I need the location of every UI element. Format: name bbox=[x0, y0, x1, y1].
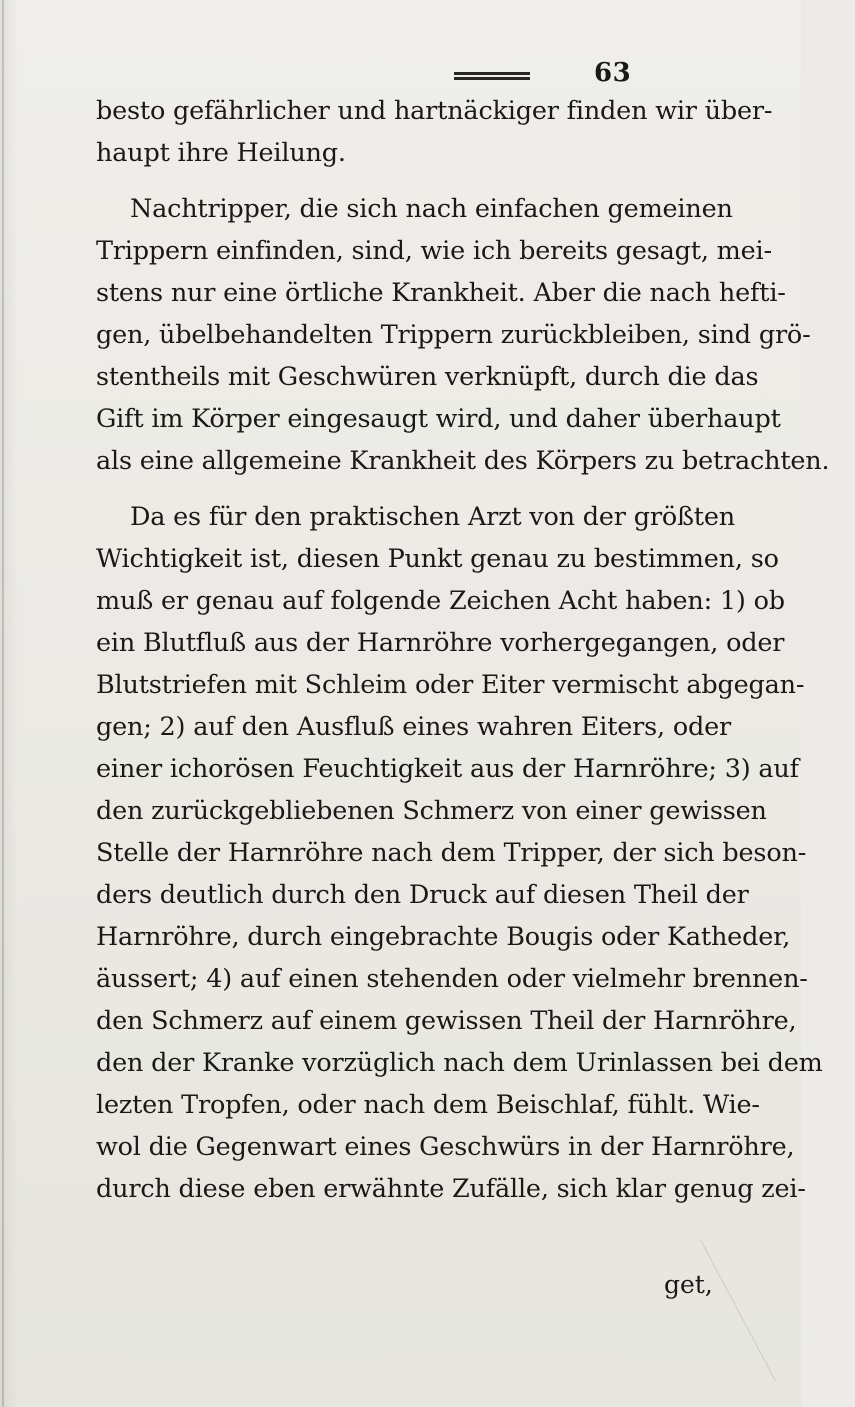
text-line: Wichtigkeit ist, diesen Punkt genau zu bestimmen, so bbox=[96, 544, 779, 574]
text-line: Trippern einfinden, sind, wie ich bereits gesagt, mei- bbox=[96, 236, 772, 266]
text-line: den Schmerz auf einem gewissen Theil der Harnröhre, bbox=[96, 1006, 797, 1036]
text-line: als eine allgemeine Krankheit des Körpers zu betrachten. bbox=[96, 446, 830, 476]
body-text bbox=[96, 90, 830, 1210]
text-line: gen, übelbehandelten Trippern zurückbleiben, sind grö- bbox=[96, 320, 811, 350]
paragraph bbox=[96, 496, 823, 1210]
text-line: Blutstriefen mit Schleim oder Eiter vermischt abgegan- bbox=[96, 670, 805, 700]
text-line: Nachtripper, die sich nach einfachen gemeinen bbox=[130, 194, 733, 224]
text-line: besto gefährlicher und hartnäckiger finden wir über- bbox=[96, 96, 773, 126]
text-line: den zurückgebliebenen Schmerz von einer gewissen bbox=[96, 796, 767, 826]
paragraph bbox=[96, 188, 830, 482]
binding-edge bbox=[2, 0, 4, 1407]
text-line: durch diese eben erwähnte Zufälle, sich klar genug zei- bbox=[96, 1174, 806, 1204]
text-line: wol die Gegenwart eines Geschwürs in der Harnröhre, bbox=[96, 1132, 795, 1162]
text-line: ein Blutfluß aus der Harnröhre vorhergegangen, oder bbox=[96, 628, 785, 658]
text-line: lezten Tropfen, oder nach dem Beischlaf, fühlt. Wie- bbox=[96, 1090, 760, 1120]
text-line: muß er genau auf folgende Zeichen Acht haben: 1) ob bbox=[96, 586, 785, 616]
text-line: ders deutlich durch den Druck auf diesen Theil der bbox=[96, 880, 749, 910]
text-line: einer ichorösen Feuchtigkeit aus der Harnröhre; 3) auf bbox=[96, 754, 799, 784]
text-line: Stelle der Harnröhre nach dem Tripper, der sich beson- bbox=[96, 838, 807, 868]
paper-crease bbox=[700, 1197, 855, 1381]
text-line: stentheils mit Geschwüren verknüpft, durch die das bbox=[96, 362, 759, 392]
catchword: get, bbox=[664, 1270, 713, 1299]
paragraph bbox=[96, 90, 773, 174]
text-line: haupt ihre Heilung. bbox=[96, 138, 346, 168]
page-number: 63 bbox=[594, 58, 632, 88]
text-line: gen; 2) auf den Ausfluß eines wahren Eiters, oder bbox=[96, 712, 731, 742]
text-line: Da es für den praktischen Arzt von der größten bbox=[130, 502, 735, 532]
text-line: äussert; 4) auf einen stehenden oder vielmehr brennen- bbox=[96, 964, 808, 994]
text-line: Harnröhre, durch eingebrachte Bougis oder Katheder, bbox=[96, 922, 791, 952]
text-line: den der Kranke vorzüglich nach dem Urinlassen bei dem bbox=[96, 1048, 823, 1078]
text-line: stens nur eine örtliche Krankheit. Aber die nach hefti- bbox=[96, 278, 786, 308]
text-line: Gift im Körper eingesaugt wird, und daher überhaupt bbox=[96, 404, 781, 434]
header-ornament-rule bbox=[454, 72, 530, 84]
